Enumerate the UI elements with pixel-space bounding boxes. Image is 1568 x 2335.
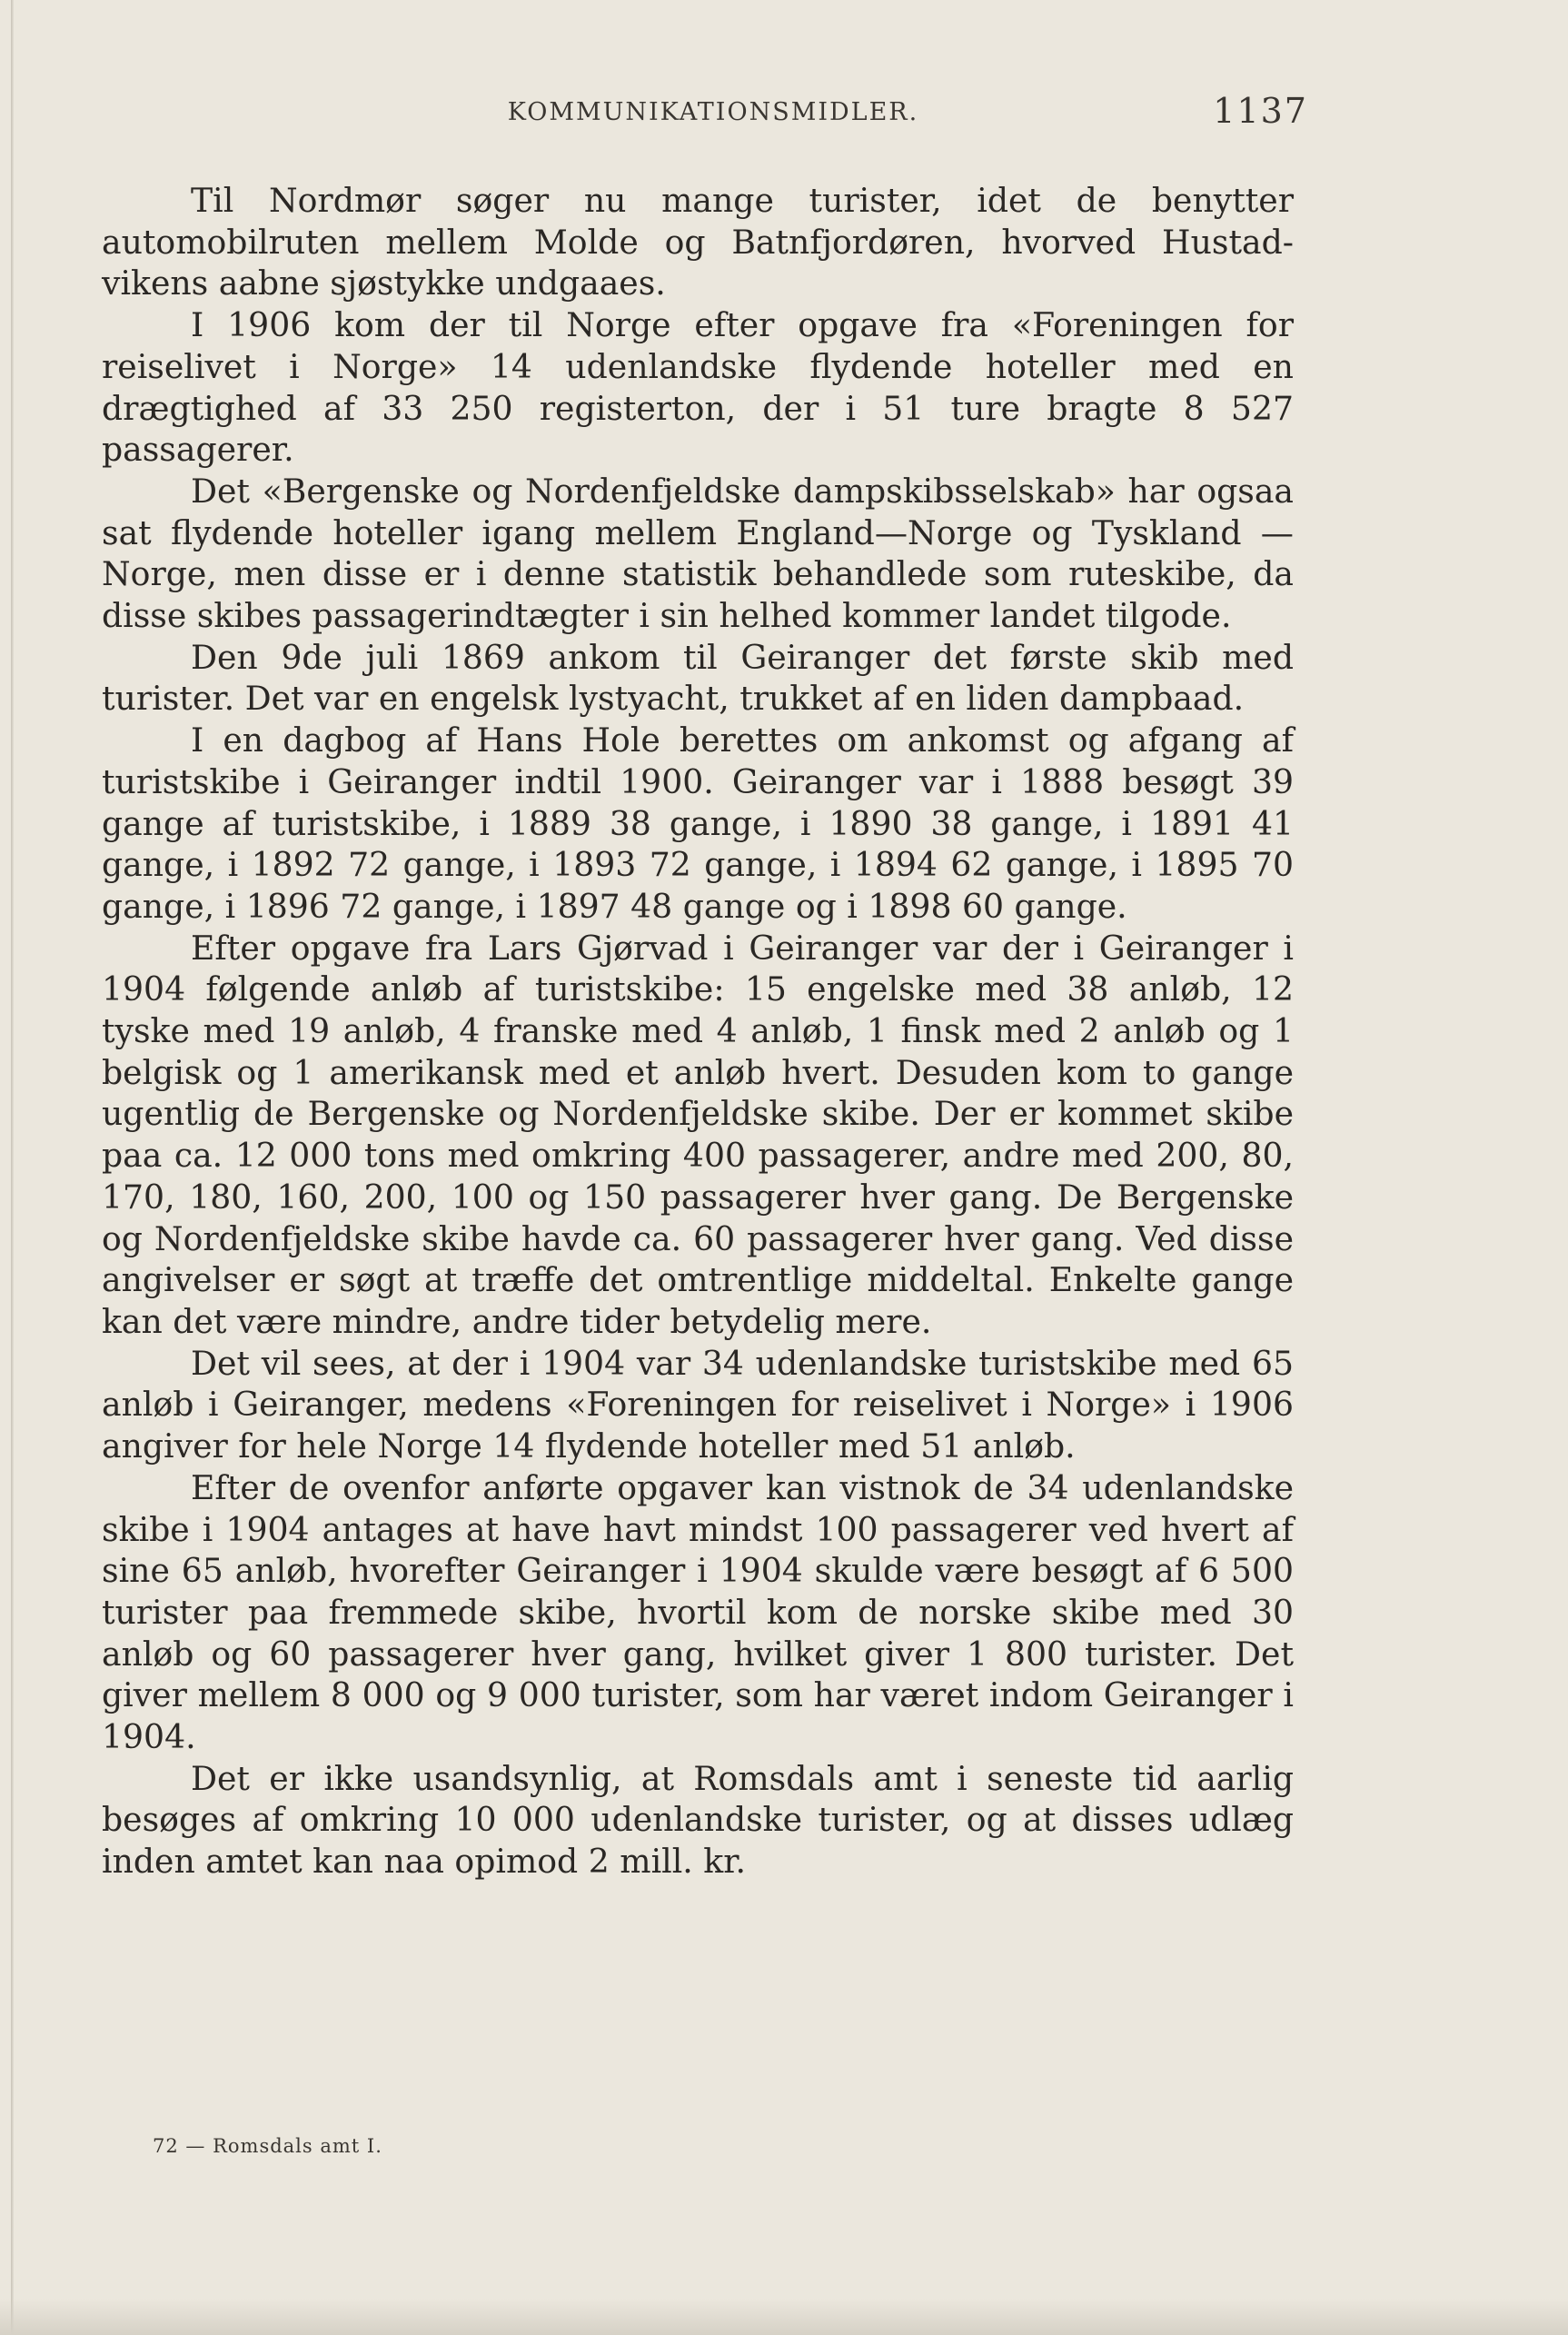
page-bottom-shade <box>0 2299 1568 2335</box>
running-title: KOMMUNIKATIONSMIDLER. <box>507 98 919 126</box>
paragraph: Den 9de juli 1869 ankom til Geiranger det første skib med turister. Det var en engelsk lystyacht, trukket af en liden dampbaad. <box>102 637 1294 719</box>
paragraph: Efter de ovenfor anførte opgaver kan vistnok de 34 udenlandske skibe i 1904 antages at have havt mindst 100 passagerer ved hvert af sine 65 anløb, hvorefter Geiranger i 1904 skulde være besøgt af 6 500 turister paa fremmede skibe, hvortil kom de norske skibe med 30 anløb og 60 passagerer hver gang, hvilket giver 1 800 turister. Det giver mellem 8 000 og 9 000 turister, som har været indom Geiranger i 1904. <box>102 1467 1294 1757</box>
paragraph: Efter opgave fra Lars Gjørvad i Geiranger var der i Geiranger i 1904 følgende anløb af turistskibe: 15 engelske med 38 anløb, 12 tyske med 19 anløb, 4 franske med 4 anløb, 1 finsk med 2 anløb og 1 belgisk og 1 amerikansk med et anløb hvert. Desuden kom to gange ugentlig de Bergenske og Nordenfjeldske skibe. Der er kommet skibe paa ca. 12 000 tons med omkring 400 passagerer, andre med 200, 80, 170, 180, 160, 200, 100 og 150 passagerer hver gang. De Bergenske og Nordenfjeldske skibe havde ca. 60 passagerer hver gang. Ved disse angivelser er søgt at træffe det omtrentlige middeltal. Enkelte gange kan det være mindre, andre tider betydelig mere. <box>102 928 1294 1341</box>
running-head <box>118 91 1308 136</box>
paragraph: Det er ikke usandsynlig, at Romsdals amt i seneste tid aarlig besøges af omkring 10 000 udenlandske turister, og at disses udlæg inden amtet kan naa opimod 2 mill. kr. <box>102 1758 1294 1882</box>
paragraph: I en dagbog af Hans Hole berettes om ankomst og afgang af turistskibe i Geiranger indtil 1900. Geiranger var i 1888 besøgt 39 gange af turistskibe, i 1889 38 gange, i 1890 38 gange, i 1891 41 gange, i 1892 72 gange, i 1893 72 gange, i 1894 62 gange, i 1895 70 gange, i 1896 72 gange, i 1897 48 gange og i 1898 60 gange. <box>102 720 1294 926</box>
page-edge <box>11 0 14 2335</box>
paragraph: Det «Bergenske og Nordenfjeldske dampskibsselskab» har ogsaa sat flydende hoteller igang mellem England—Norge og Tyskland —Norge, men disse er i denne statistik behandlede som ruteskibe, da disse skibes passagerindtægter i sin helhed kommer landet tilgode. <box>102 471 1294 636</box>
paragraph: Til Nordmør søger nu mange turister, idet de benytter automobilruten mellem Molde og Batnfjordøren, hvorved Hustadvikens aabne sjøstykke undgaaes. <box>102 181 1294 303</box>
paragraph: I 1906 kom der til Norge efter opgave fra «Foreningen for reiselivet i Norge» 14 udenlandske flydende hoteller med en drægtighed af 33 250 registerton, der i 51 ture bragte 8 527 passagerer. <box>102 305 1294 470</box>
page-number: 1137 <box>1213 91 1308 131</box>
paragraph: Det vil sees, at der i 1904 var 34 udenlandske turistskibe med 65 anløb i Geiranger, medens «Foreningen for reiselivet i Norge» i 1906 angiver for hele Norge 14 flydende hoteller med 51 anløb. <box>102 1343 1294 1466</box>
footnote: 72 — Romsdals amt I. <box>153 2135 382 2157</box>
text-body <box>102 180 1294 1883</box>
